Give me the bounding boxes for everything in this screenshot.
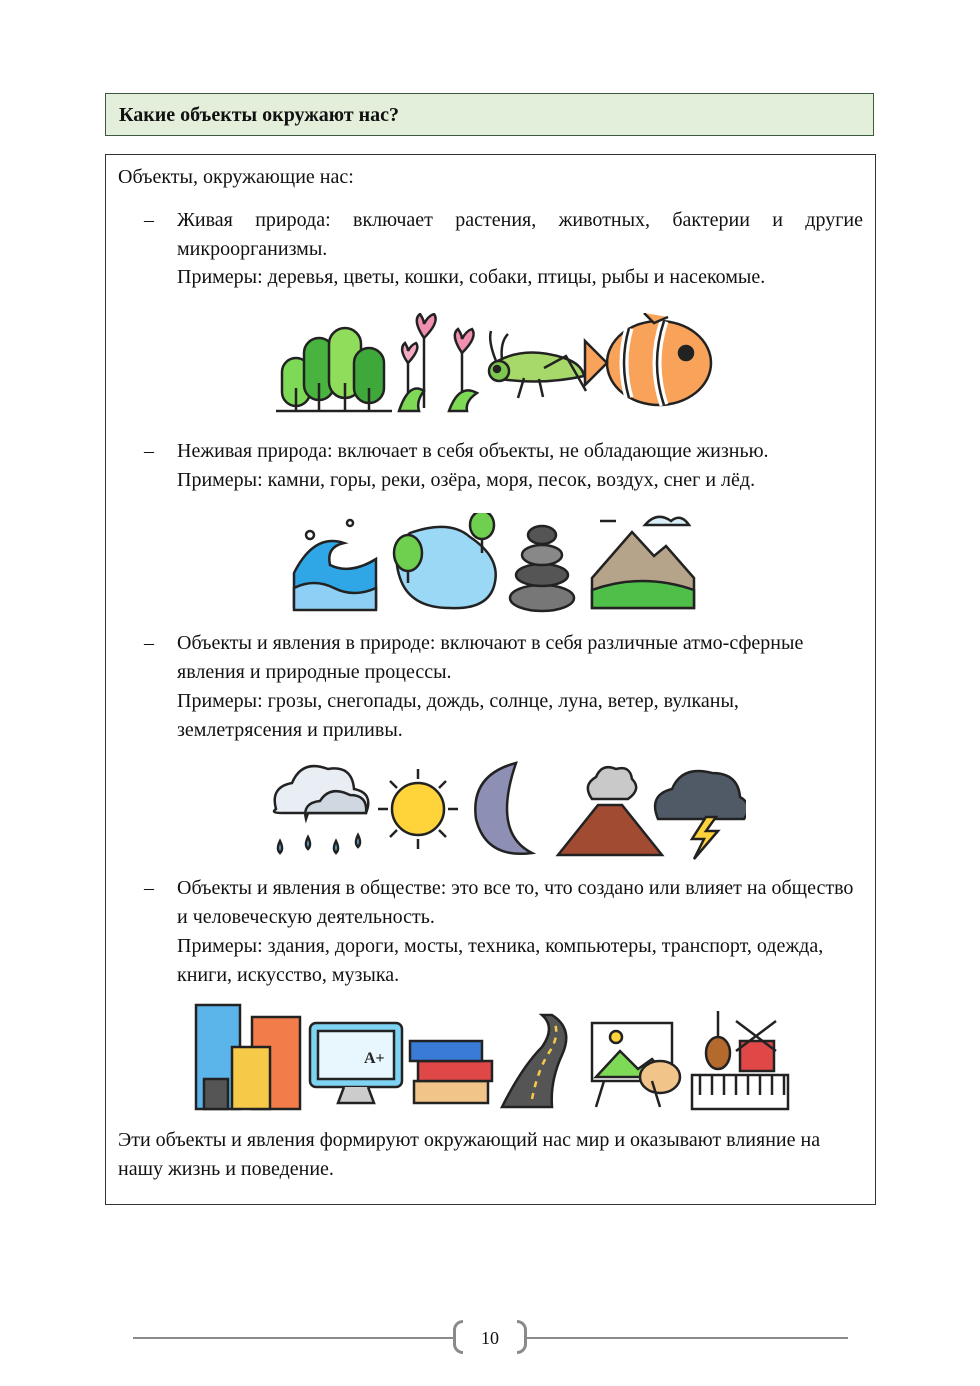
grasshopper-icon	[489, 331, 586, 398]
bullet-dash: –	[144, 440, 154, 462]
moon-icon	[475, 763, 532, 854]
clownfish-icon	[585, 313, 711, 405]
sea-wave-icon	[294, 520, 376, 610]
trees-icon	[276, 328, 392, 411]
rain-cloud-icon	[274, 766, 368, 853]
footer-rule-right	[527, 1337, 848, 1339]
nonliving-nature-illustration	[290, 513, 700, 613]
bullet-dash: –	[144, 877, 154, 899]
thunderstorm-icon	[655, 771, 746, 859]
nonliving-nature-description: Неживая природа: включает в себя объекты, не обладающие жизнью.	[177, 440, 769, 462]
bullet-dash: –	[144, 209, 154, 231]
living-nature-examples: Примеры: деревья, цветы, кошки, собаки, птицы, рыбы и насекомые.	[177, 266, 766, 288]
nonliving-nature-examples: Примеры: камни, горы, реки, озёра, моря, песок, воздух, снег и лёд.	[177, 469, 756, 491]
books-icon	[410, 1041, 492, 1103]
music-icon	[692, 1011, 788, 1109]
natural-phenomena-description: Объекты и явления в природе: включают в себя различные атмо-сферные явления и природные процессы.	[177, 632, 804, 683]
buildings-icon	[196, 1005, 300, 1109]
society-description: Объекты и явления в обществе: это все то, что создано или влияет на общество и человеческую деятельность.	[177, 877, 854, 928]
natural-phenomena-examples: Примеры: грозы, снегопады, дождь, солнце, луна, ветер, вулканы, землетрясения и приливы.	[177, 690, 739, 741]
living-nature-illustration	[274, 313, 714, 417]
computer-grade-text: A+	[364, 1050, 385, 1067]
stones-icon	[510, 526, 574, 611]
society-examples: Примеры: здания, дороги, мосты, техника, компьютеры, транспорт, одежда, книги, искусство, музыка.	[177, 935, 824, 986]
mountains-icon	[592, 517, 694, 608]
living-nature-description: Живая природа: включает растения, животных, бактерии и другие микроорганизмы.	[177, 209, 863, 260]
section-header	[105, 93, 874, 136]
intro-text: Объекты, окружающие нас:	[118, 166, 354, 188]
computer-icon	[310, 1023, 402, 1103]
volcano-icon	[558, 767, 662, 855]
painting-icon	[592, 1023, 680, 1107]
bullet-dash: –	[144, 632, 154, 654]
tulips-icon	[399, 314, 477, 411]
outro-text: Эти объекты и явления формируют окружающий нас мир и оказывают влияние на нашу жизнь и поведение.	[118, 1129, 821, 1180]
page-number: 10	[481, 1328, 499, 1348]
content-box	[105, 154, 876, 1205]
section-title: Какие объекты окружают нас?	[119, 104, 400, 126]
sun-icon	[378, 769, 458, 849]
society-illustration	[192, 1003, 790, 1113]
lake-icon	[394, 513, 496, 608]
natural-phenomena-illustration	[266, 759, 746, 863]
road-icon	[502, 1015, 566, 1107]
footer-rule-left	[133, 1337, 453, 1339]
